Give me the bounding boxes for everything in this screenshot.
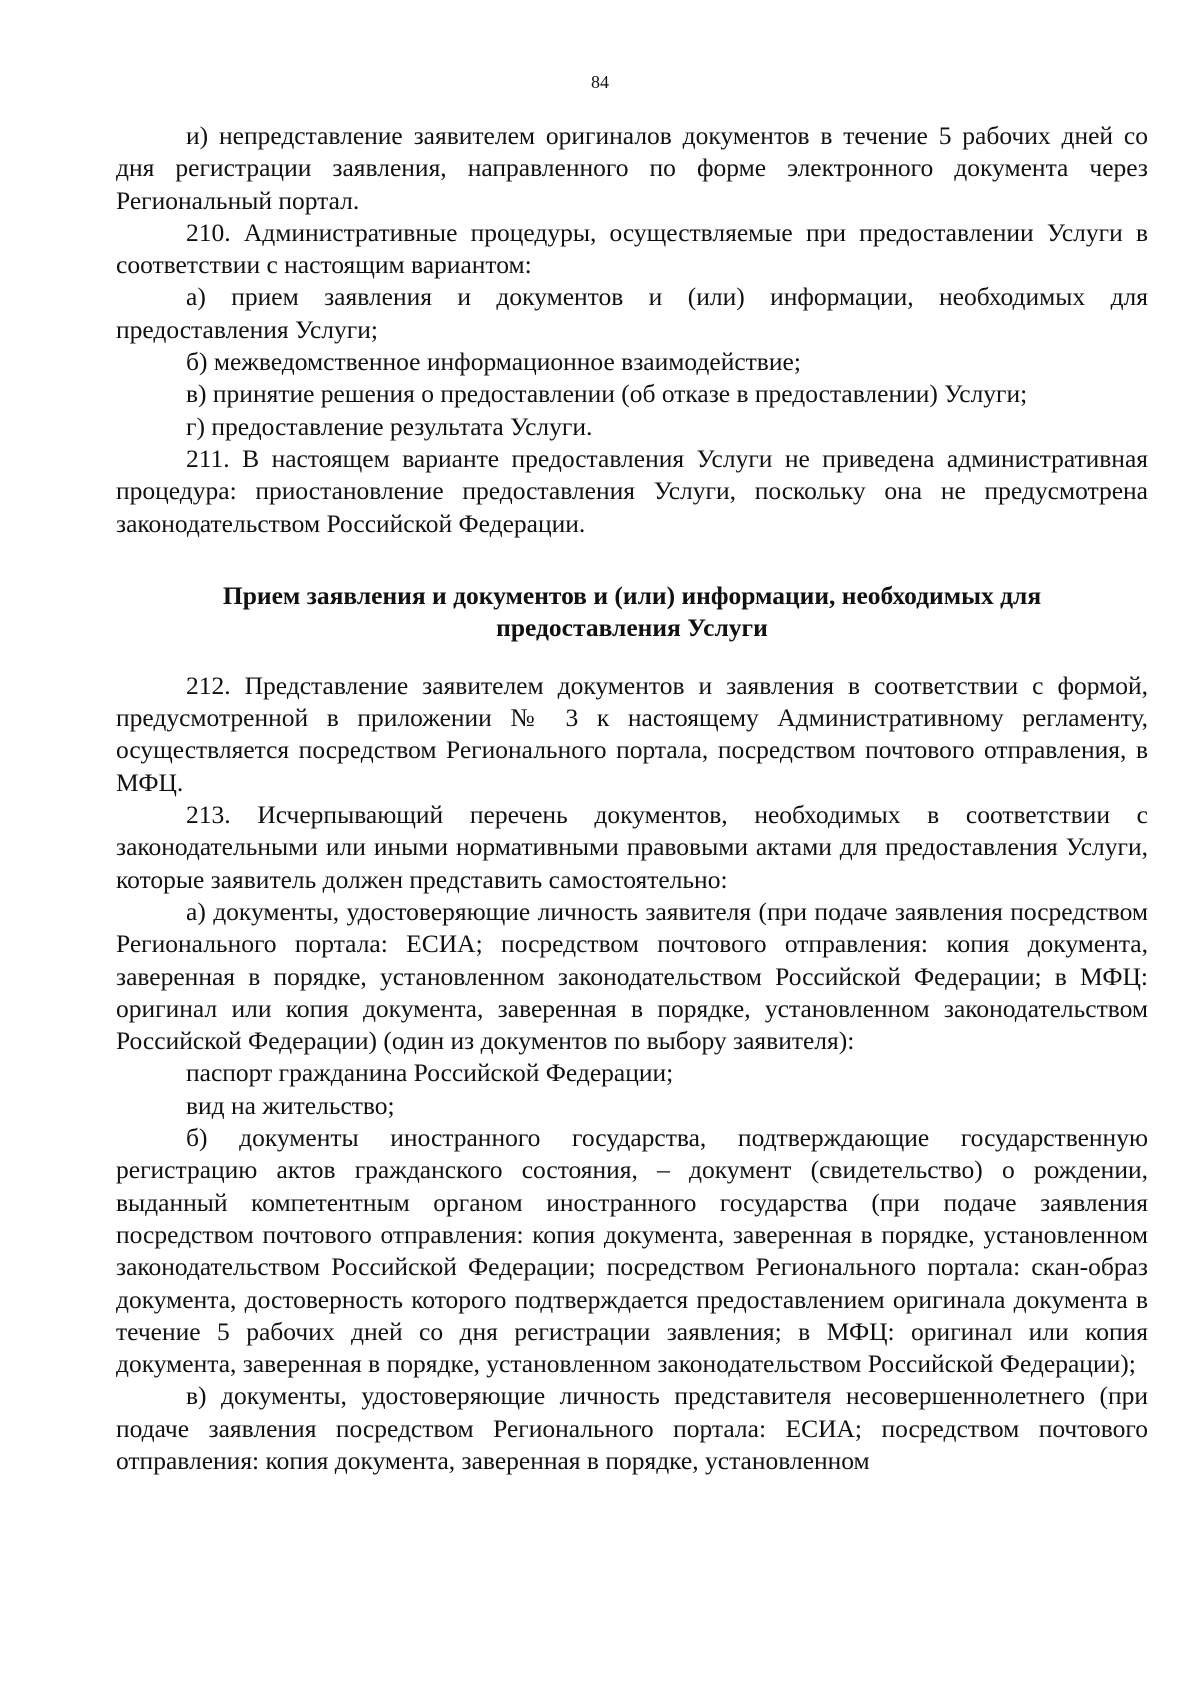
paragraph-213: 213. Исчерпывающий перечень документов, необходимых в соответствии с законодательными или иными нормативными правовыми актами для предоставления Услуги, которые заявитель должен представить самостоятельно: bbox=[116, 800, 1148, 894]
paragraph-210-a: а) прием заявления и документов и (или) информации, необходимых для предоставления Услуги; bbox=[116, 282, 1148, 344]
paragraph-212: 212. Представление заявителем документов и заявления в соответствии с формой, предусмотренной в приложении № 3 к настоящему Административному регламенту, осуществляется посредством Регионального портала, посредством почтового отправления, в МФЦ. bbox=[116, 670, 1148, 797]
paragraph-210: 210. Административные процедуры, осуществляемые при предоставлении Услуги в соответствии с настоящим вариантом: bbox=[116, 217, 1148, 280]
paragraph-211: 211. В настоящем варианте предоставления Услуги не приведена административная процедура: приостановление предоставления Услуги, поскольку она не предусмотрена законодательством Российской Федерации. bbox=[116, 443, 1148, 538]
list-item-residence-permit: вид на жительство; bbox=[186, 1090, 395, 1120]
paragraph-210-g: г) предоставление результата Услуги. bbox=[186, 411, 593, 441]
paragraph-213-v: в) документы, удостоверяющие личность представителя несовершеннолетнего (при подаче заявления посредством Регионального портала: ЕСИА; посредством почтового отправления: копия документа, заверенная в порядке, установленном bbox=[116, 1381, 1148, 1475]
paragraph-item-i: и) непредставление заявителем оригиналов документов в течение 5 рабочих дней со дня регистрации заявления, направленного по форме электронного документа через Региональный портал. bbox=[116, 121, 1148, 215]
paragraph-213-a: а) документы, удостоверяющие личность заявителя (при подаче заявления посредством Регионального портала: ЕСИА; посредством почтового отправления: копия документа, заверенная в порядке, установленном законодательством Российской Федерации; в МФЦ: оригинал или копия документа, заверенная в порядке, установленном законодательством Российской Федерации) (один из документов по выбору заявителя): bbox=[116, 896, 1148, 1056]
paragraph-210-v: в) принятие решения о предоставлении (об отказе в предоставлении) Услуги; bbox=[186, 379, 1028, 409]
list-item-passport: паспорт гражданина Российской Федерации; bbox=[186, 1058, 674, 1088]
paragraph-213-b: б) документы иностранного государства, подтверждающие государственную регистрацию актов гражданского состояния, – документ (свидетельство) о рождении, выданный компетентным органом иностранного государства (при подаче заявления посредством почтового отправления: копия документа, заверенная в порядке, установленном законодательством Российской Федерации; посредством Регионального портала: скан-образ документа, достоверность которого подтверждается предоставлением оригинала документа в течение 5 рабочих дней со дня регистрации заявления; в МФЦ: оригинал или копия документа, заверенная в порядке, установленном законодательством Российской Федерации); bbox=[116, 1123, 1148, 1379]
page-body bbox=[116, 120, 1148, 1477]
page-number: 84 bbox=[591, 72, 609, 92]
section-heading: Прием заявления и документов и (или) информации, необходимых для предоставления Услуги bbox=[222, 580, 1042, 642]
paragraph-210-b: б) межведомственное информационное взаимодействие; bbox=[186, 347, 801, 377]
